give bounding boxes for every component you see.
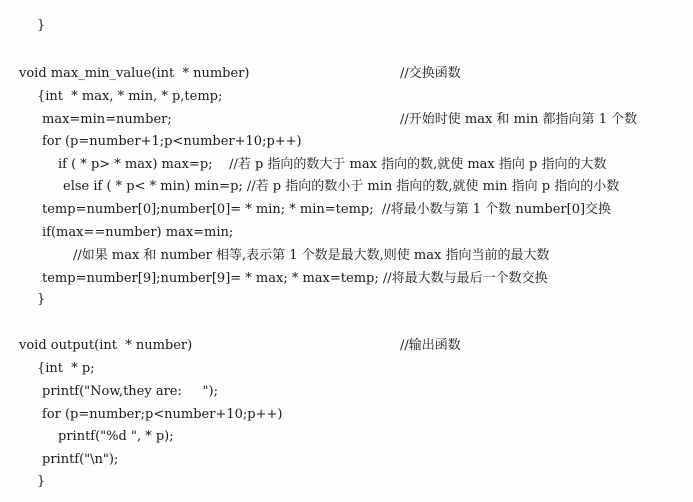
code-line-function-end: }: [37, 292, 46, 307]
code-line-output-for-loop: for (p=number;p<number+10;p++): [42, 407, 283, 422]
code-line-for-loop: for (p=number+1;p<number+10;p++): [42, 134, 302, 149]
code-line-comment-max-first: //如果 max 和 number 相等,表示第 1 个数是最大数,则使 max 指向当前的最大数: [73, 248, 550, 263]
code-line-if-max-equals-number: if(max==number) max=min;: [42, 225, 234, 240]
code-line-output-signature: void output(int * number): [19, 338, 193, 353]
code-line-init-max-min: max=min=number;: [42, 112, 172, 127]
code-line-closing-brace: }: [37, 18, 46, 33]
code-line-printf-value: printf("%d ", * p);: [58, 429, 174, 444]
code-line-output-end: }: [37, 474, 46, 489]
code-line-printf-header: printf("Now,they are: ");: [42, 384, 218, 399]
code-line-function-signature: void max_min_value(int * number): [19, 66, 250, 81]
comment-swap-function: //交换函数: [400, 66, 461, 81]
comment-init-max-min: //开始时使 max 和 min 都指向第 1 个数: [400, 112, 638, 127]
comment-output-function: //输出函数: [400, 338, 461, 353]
code-line-else-if-min: else if ( * p< * min) min=p; //若 p 指向的数小于 min 指向的数,就使 min 指向 p 指向的小数: [63, 179, 620, 194]
code-line-swap-min: temp=number[0];number[0]= * min; * min=temp; //将最小数与第 1 个数 number[0]交换: [42, 202, 612, 217]
code-line-printf-newline: printf("\n");: [42, 452, 119, 467]
code-line-variable-declarations: {int * max, * min, * p,temp;: [37, 89, 223, 104]
code-line-if-max: if ( * p> * max) max=p; //若 p 指向的数大于 max 指向的数,就使 max 指向 p 指向的大数: [58, 157, 607, 172]
code-line-swap-max: temp=number[9];number[9]= * max; * max=temp; //将最大数与最后一个数交换: [42, 271, 548, 286]
code-line-output-declaration: {int * p;: [37, 361, 95, 376]
